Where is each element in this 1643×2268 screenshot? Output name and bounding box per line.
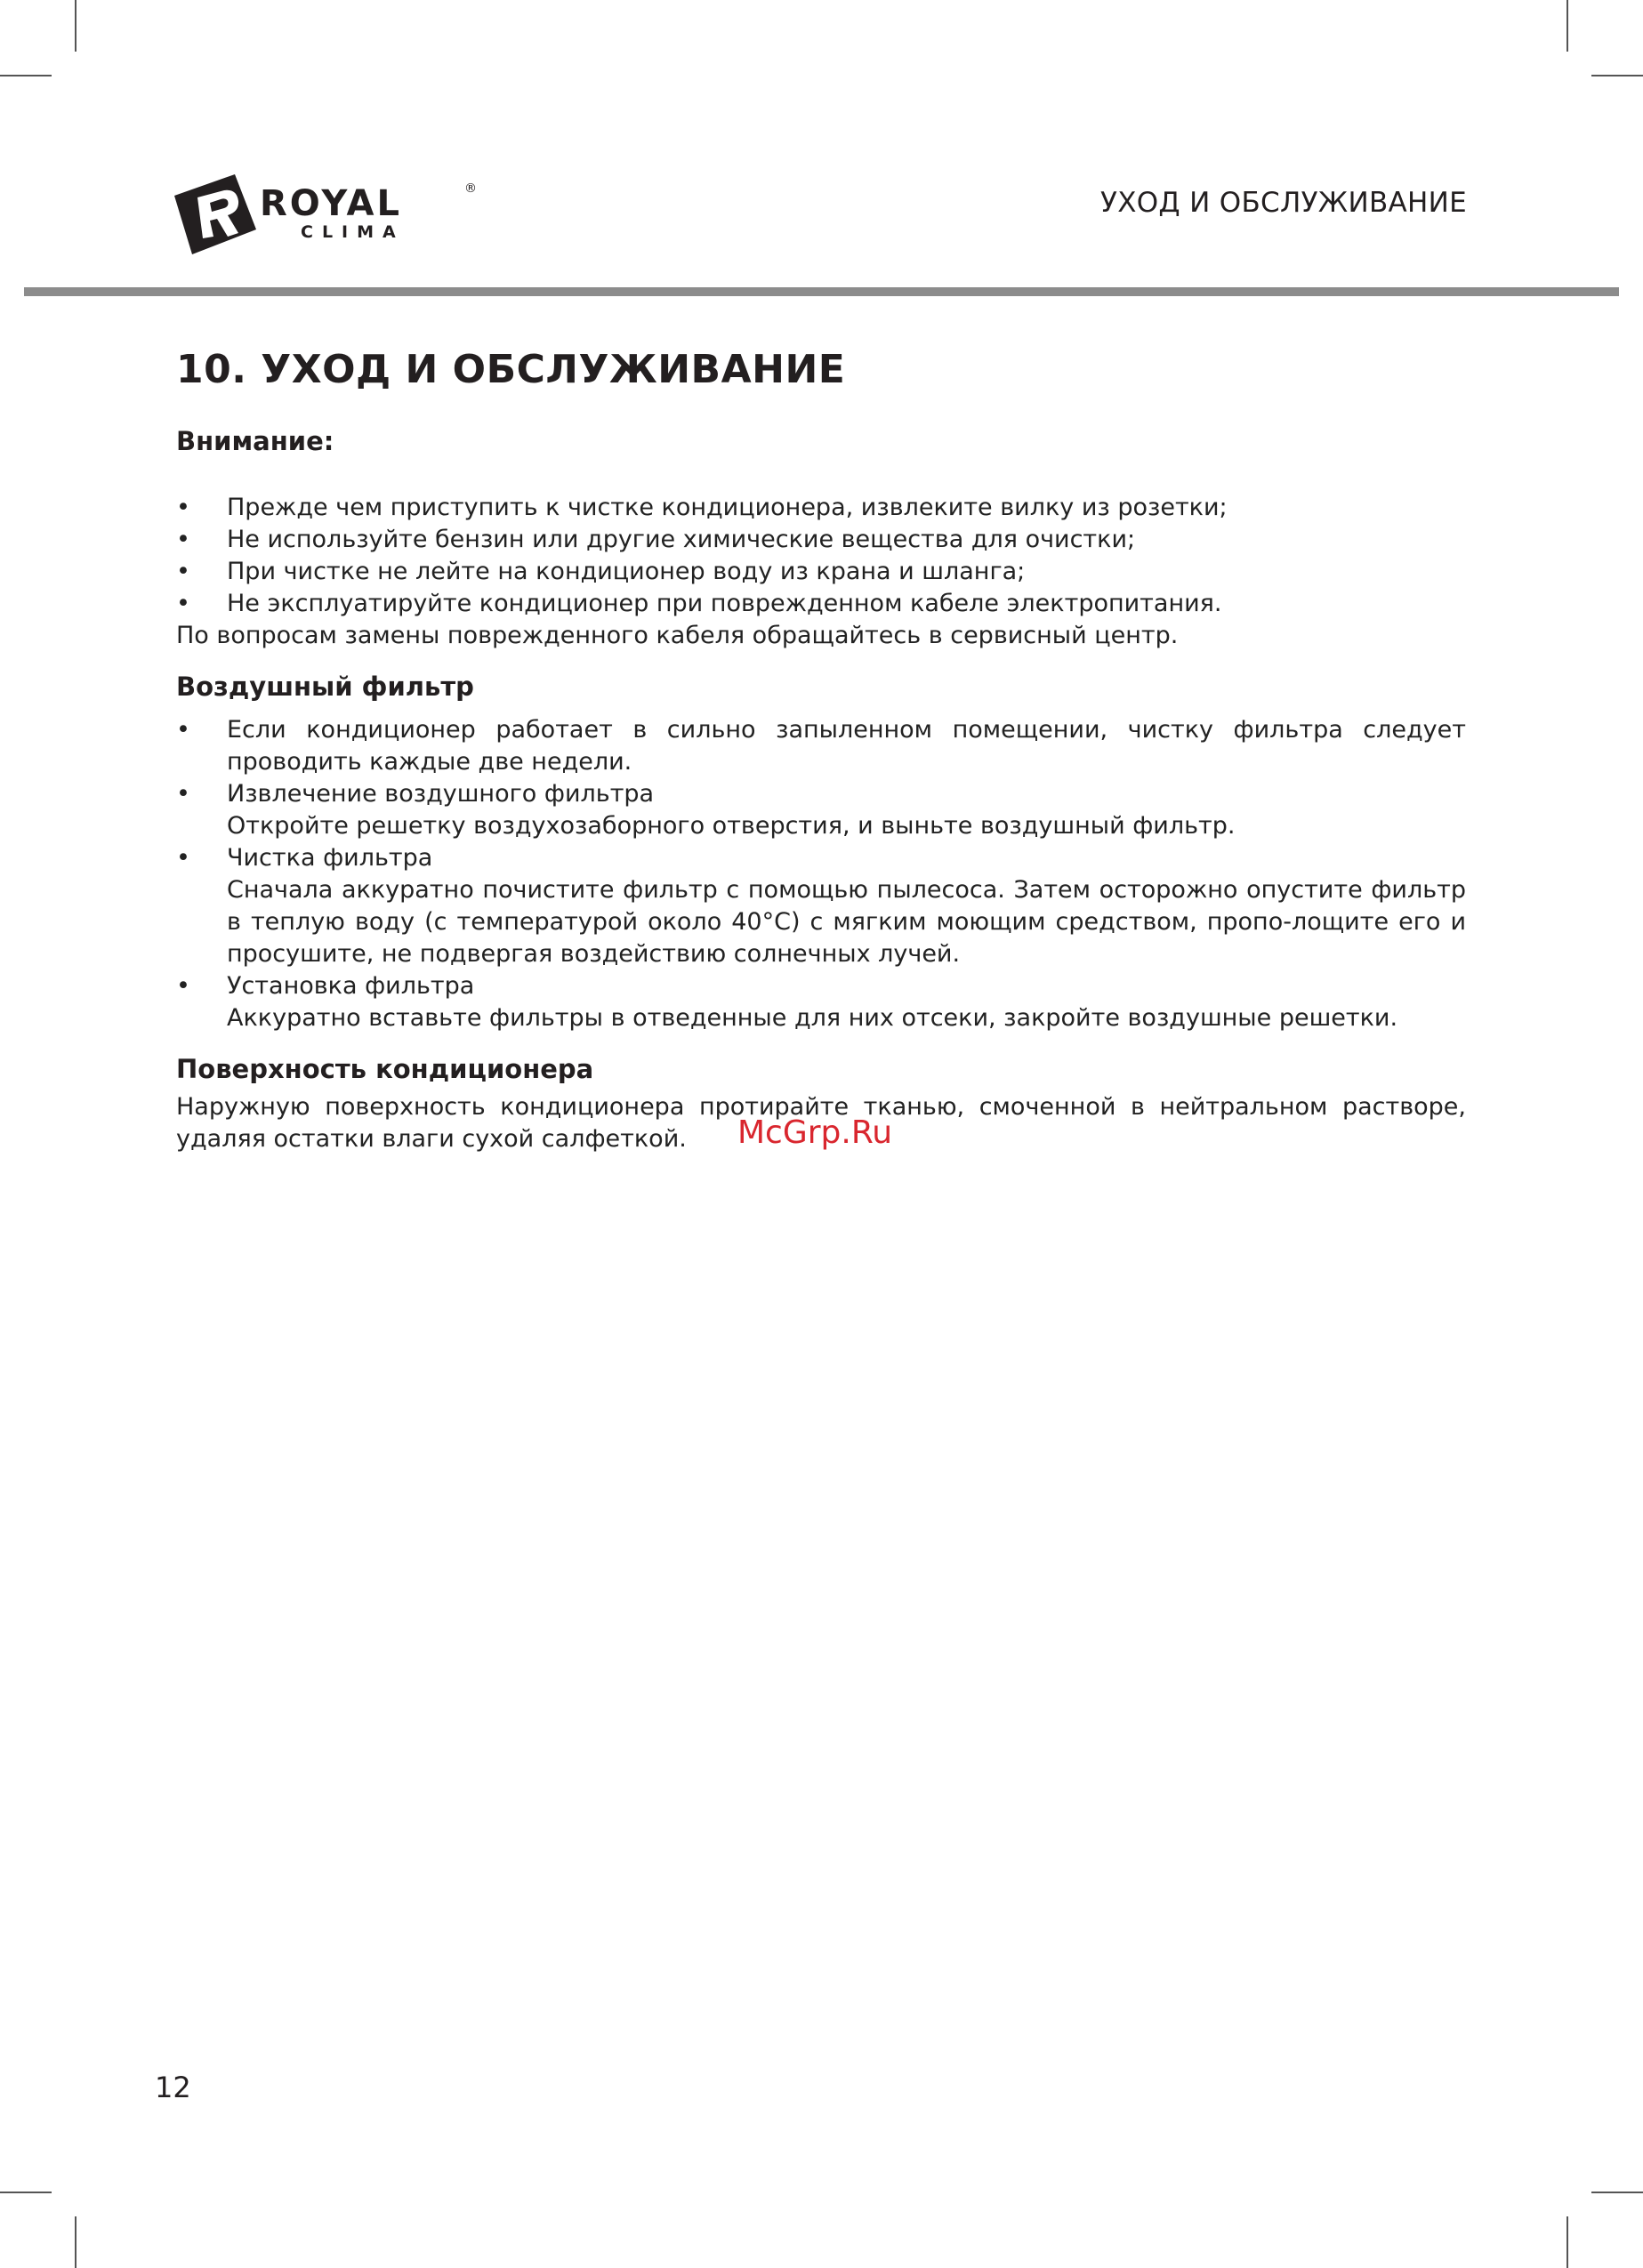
list-item-title: • Если кондиционер работает в сильно запыленном помещении, чистку фильтра следует проводить каждые две недели.	[227, 716, 1466, 776]
attention-note: По вопросам замены поврежденного кабеля обращайтесь в сервисный центр.	[176, 622, 1179, 649]
list-item: • При чистке не лейте на кондиционер воду из крана и шланга;	[176, 556, 1466, 588]
crop-mark	[0, 2192, 52, 2193]
crop-mark	[1566, 2216, 1568, 2268]
page-number: 12	[155, 2071, 191, 2104]
header-divider	[24, 287, 1619, 296]
brand-name: ROYAL	[260, 183, 402, 224]
page-content	[176, 347, 1466, 1155]
page-title: 10. УХОД И ОБСЛУЖИВАНИЕ	[176, 347, 846, 392]
list-item	[176, 970, 1466, 1034]
brand-logo	[174, 174, 481, 254]
crop-mark	[75, 0, 77, 52]
crop-mark	[1566, 0, 1568, 52]
surface-heading: Поверхность кондиционера	[176, 1054, 594, 1084]
watermark: McGrp.Ru	[737, 1114, 893, 1151]
list-item-text: Откройте решетку воздухозаборного отверстия, и выньте воздушный фильтр.	[227, 812, 1236, 840]
royal-clima-emblem-icon	[174, 174, 256, 254]
list-item: • Не эксплуатируйте кондиционер при поврежденном кабеле электропитания.	[176, 588, 1466, 620]
surface-text: Наружную поверхность кондиционера протирайте тканью, смоченной в нейтральном растворе, удаляя остатки влаги сухой салфеткой.	[176, 1093, 1466, 1153]
list-item-text: Аккуратно вставьте фильтры в отведенные для них отсеки, закройте воздушные решетки.	[227, 1004, 1398, 1032]
registered-mark: ®	[464, 181, 477, 196]
crop-mark	[1591, 75, 1643, 76]
crop-mark	[0, 75, 52, 76]
list-item	[176, 778, 1466, 842]
list-item-title: • Чистка фильтра	[227, 844, 433, 872]
attention-heading: Внимание:	[176, 426, 334, 456]
brand-sub: CLIMA	[301, 222, 405, 242]
air-filter-list	[176, 714, 1466, 1034]
air-filter-heading: Воздушный фильтр	[176, 672, 474, 702]
list-item: • Прежде чем приступить к чистке кондиционера, извлеките вилку из розетки;	[176, 492, 1466, 524]
crop-mark	[75, 2216, 77, 2268]
list-item-title: • Установка фильтра	[227, 972, 475, 1000]
attention-list	[176, 492, 1466, 620]
crop-mark	[1591, 2192, 1643, 2193]
list-item-title: • Извлечение воздушного фильтра	[227, 780, 655, 808]
list-item-text: Сначала аккуратно почистите фильтр с помощью пылесоса. Затем осторожно опустите фильтр в теплую воду (с температурой около 40°С) с мягким моющим средством, пропо-лощите его и просушите, не подвергая воздействию солнечных лучей.	[227, 876, 1466, 968]
list-item: • Не используйте бензин или другие химические вещества для очистки;	[176, 524, 1466, 556]
header-section-title: УХОД И ОБСЛУЖИВАНИЕ	[1100, 187, 1467, 219]
list-item	[176, 842, 1466, 970]
list-item	[176, 714, 1466, 778]
